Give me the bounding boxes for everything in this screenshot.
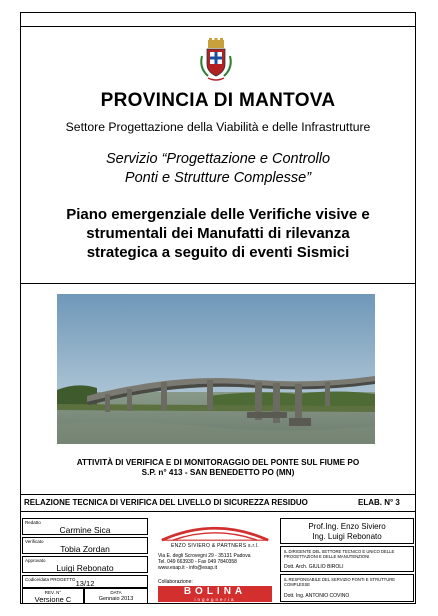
bolina-sub: ingegneria [194,597,236,602]
plan-title [20,205,416,262]
redatto-label: Redatto [25,520,41,525]
company-phone: Tel. 049 663930 - Fax 049 7840358 [158,559,237,565]
company-web: www.esap.it - info@esap.it [158,565,217,571]
redatto-cell [22,518,148,535]
company-name: ENZO SIVIERO & PARTNERS s.r.l. [171,543,259,549]
province-title: PROVINCIA DI MANTOVA [100,90,336,111]
report-title: RELAZIONE TECNICA DI VERIFICA DEL LIVELLO DI SICUREZZA RESIDUO [24,498,308,507]
date-cell [84,588,148,604]
service-line-2: Ponti e Strutture Complesse” [124,170,312,186]
redatto-value: Carmine Sica [59,525,111,535]
company-address: Via E. degli Scrovegni 29 - 35131 Padova [158,553,251,559]
verificato-cell [22,537,148,554]
responsabile-box [280,574,414,602]
esap-bridge-logo-icon [156,520,274,542]
approvato-cell [22,556,148,573]
bridge-photo [57,294,375,444]
sector-title: Settore Progettazione della Viabilità e delle Infrastrutture [65,120,371,134]
approvato-value: Luigi Rebonato [56,563,114,573]
data-value: Gennaio 2013 [98,596,134,602]
signature-box [280,518,414,544]
verificato-value: Tobia Zordan [60,544,110,554]
service-line-1: Servizio “Progettazione e Controllo [105,151,331,167]
signature-line-1: Prof.Ing. Enzo Siviero [308,522,386,531]
signature-line-2: Ing. Luigi Rebonato [312,532,382,541]
rev-label: REV. N° [44,590,62,595]
plan-line-1: Piano emergenziale delle Verifiche visive e [66,206,370,223]
company-block [152,516,278,604]
codice-value: 13/12 [75,579,95,588]
plan-line-2: strumentali dei Manufatti di rilevanza [86,225,350,242]
codice-cell [22,575,148,588]
responsabile-label: IL RESPONSABILE DEL SERVIZIO PONTI E STRUTTURE COMPLESSE [284,577,396,587]
verificato-label: Verificato [25,539,44,544]
dirigente-box [280,546,414,572]
collab-label: Collaborazione: [158,579,193,585]
photo-caption-line-1: ATTIVITÀ DI VERIFICA E DI MONITORAGGIO DEL PONTE SUL FIUME PO [76,458,360,467]
dirigente-name: Dott. Arch. GIULIO BIROLI [284,564,344,570]
service-title [20,150,416,188]
data-label: DATA [110,590,122,595]
title-block-left [20,516,150,604]
plan-line-3: strategica a seguito di eventi Sismici [86,244,350,261]
bolina-name: BOLINA [183,586,247,597]
approvato-label: Approvato [25,558,46,563]
codice-label: Codice/data PROGETTO [25,577,76,582]
photo-caption [20,458,416,478]
elab-number: ELAB. N° 3 [358,498,400,507]
photo-caption-line-2: S.P. n° 413 - SAN BENEDETTO PO (MN) [141,468,295,477]
bolina-logo [158,586,272,602]
dirigente-label: IL DIRIGENTE DEL SETTORE TECNICO E UNICO DELLE PROGETTAZIONI E DELLE MANUTENZIONI [284,549,395,559]
responsabile-name: Dott. Ing. ANTONIO COVINO [284,593,350,599]
province-crest-icon [198,38,234,82]
revision-cell [22,588,84,604]
versione-value: Versione C [34,595,72,604]
